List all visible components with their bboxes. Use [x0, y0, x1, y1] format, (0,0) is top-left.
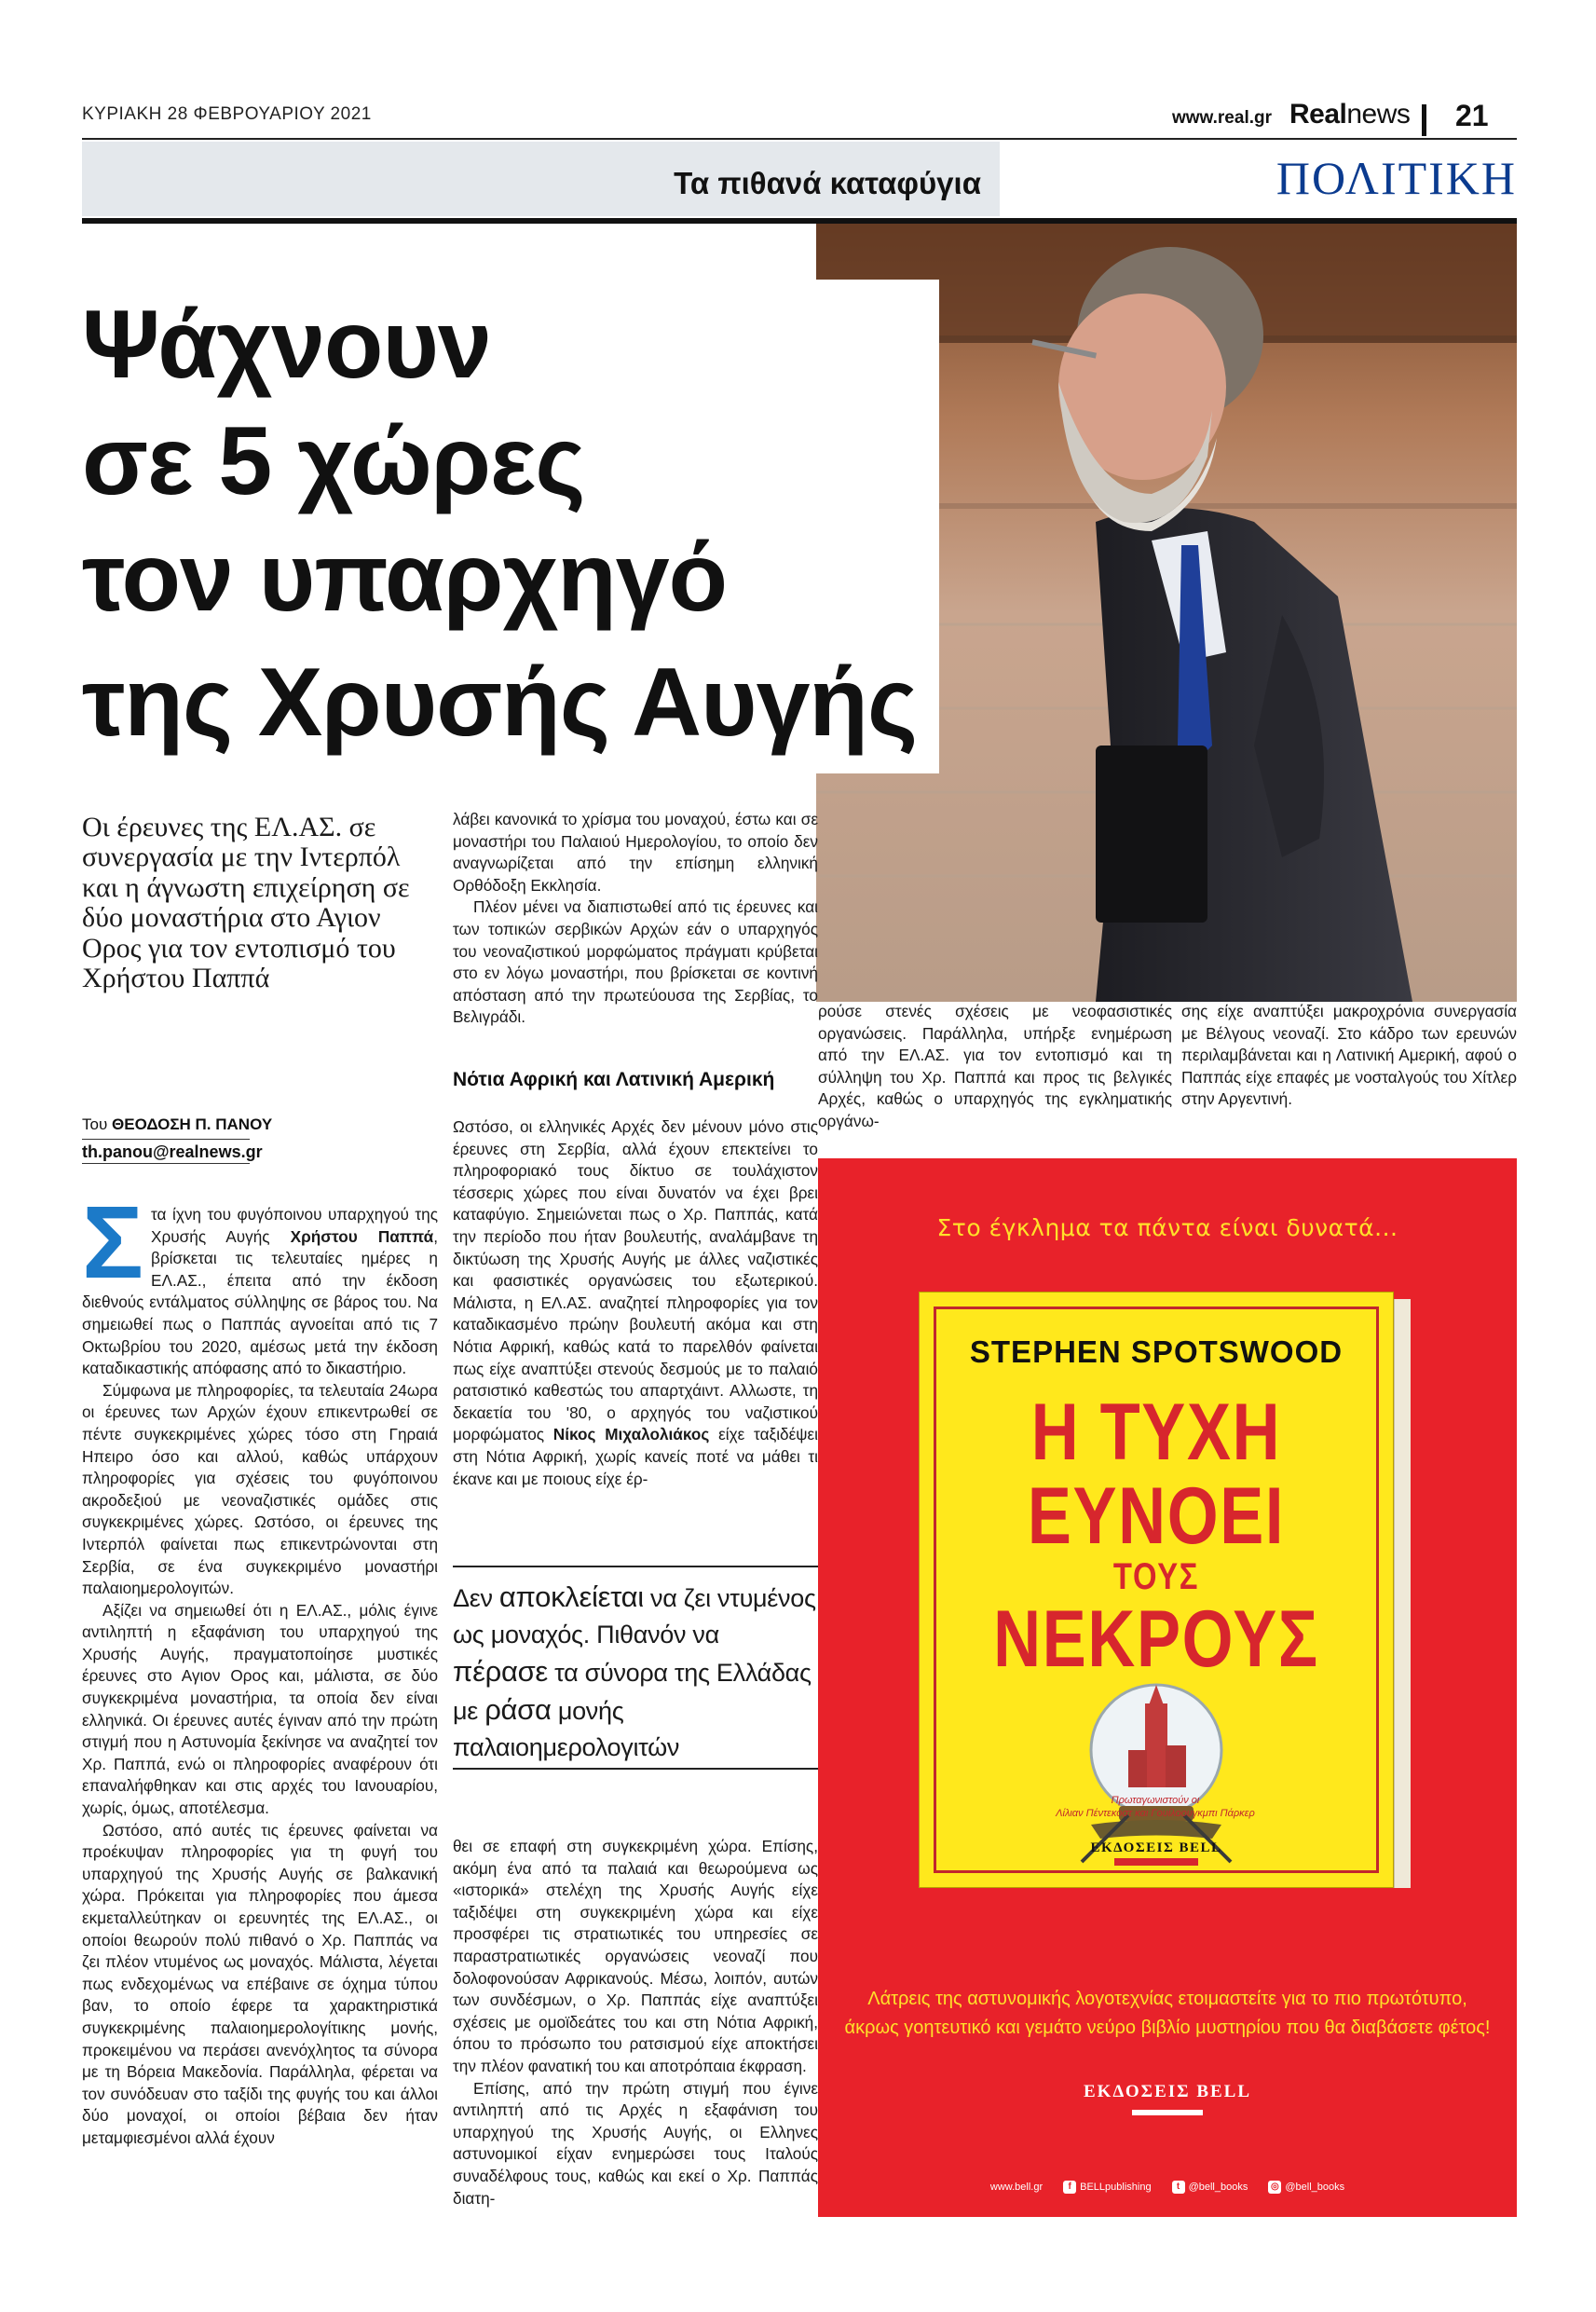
drop-cap: Σ	[82, 1185, 144, 1300]
book-pages-edge	[1394, 1299, 1411, 1888]
issue-date: ΚΥΡΙΑΚΗ 28 ΦΕΒΡΟΥΑΡΙΟΥ 2021	[82, 104, 372, 124]
paragraph-text: , βρίσκεται τις τελευταίες ημέρες η ΕΛ.ΑΣ., έπειτα από την έκδοση διεθνούς εντάλματος σύλληψης σε βάρος του. Να σημειωθεί πως ο Παππάς αγνοείται από τις 7 Οκτωβρίου του 2020, αμέσως μετά την έκδοση καταδικαστικής απόφασης από το δικαστήριο.	[82, 1226, 438, 1378]
book-title-line-1: Η ΤΥΧΗ	[1030, 1388, 1282, 1477]
book-publisher-bar	[1114, 1858, 1198, 1866]
site-url[interactable]: www.real.gr	[1172, 108, 1272, 128]
twitter-text: @bell_books	[1188, 2182, 1248, 2193]
paragraph: Πλέον μένει να διαπιστωθεί από τις έρευνες και των τοπικών σερβικών Αρχών εάν ο υπαρχηγός του νεοναζιστικού μορφώματος πράγματι κρύβεται στο εν λόγω μοναστήρι, που βρίσκεται σε κοντινή απόσταση από την πρωτεύουσα της Σερβίας, το Βελιγράδι.	[453, 897, 818, 1027]
body-column-3	[818, 1001, 1172, 1133]
paragraph: ρούσε στενές σχέσεις με νεοφασιστικές οργανώσεις. Παράλληλα, υπήρξε ενημέρωση από την ΕΛ.ΑΣ. για τον εντοπισμό και τη σύλληψη του Χρ. Παππά και προς τις βελγικές Αρχές, καθώς ο υπαρχηγός της εγκληματικής οργάνω-	[818, 1002, 1172, 1130]
body-column-2-mid	[453, 1116, 818, 1490]
facebook-icon: f	[1063, 2181, 1076, 2194]
rubric: Τα πιθανά καταφύγια	[674, 166, 981, 200]
ad-facebook-link[interactable]	[1063, 2181, 1151, 2194]
ad-tagline: Στο έγκλημα τα πάντα είναι δυνατά...	[936, 1214, 1398, 1241]
body-column-1	[82, 1185, 438, 2150]
section-title: ΠΟΛΙΤΙΚΗ	[1275, 152, 1517, 204]
author-email[interactable]: th.panou@realnews.gr	[82, 1142, 263, 1161]
paragraph: λάβει κανονικά το χρίσμα του μοναχού, έστω και σε μοναστήρι του Παλαιού Ημερολογίου, το οποίο δεν αναγνωρίζεται από την επίσημη ελληνική Ορθόδοξη Εκκλησία.	[453, 810, 818, 895]
blurb-line: Λάτρεις της αστυνομικής λογοτεχνίας ετοιμαστείτε για το πιο πρωτότυπο,	[867, 1989, 1467, 2009]
headline-line-4: της Χρυσής Αυγής	[82, 649, 918, 757]
name-highlight: Νίκος Μιχαλολιάκος	[552, 1425, 710, 1444]
book-title-line-4: ΝΕΚΡΟΥΣ	[993, 1594, 1319, 1684]
foreword-line: Λίλιαν Πέντεκοστ και Γουίλοουγκμπι Πάρκερ	[1056, 1808, 1255, 1819]
pullquote-text: Δεν	[453, 1584, 499, 1612]
pullquote	[453, 1579, 818, 1766]
pullquote-text: να ζει ντυμένος ως μοναχός. Πιθανόν να	[453, 1584, 816, 1648]
brand-logo	[1289, 99, 1410, 130]
paragraph: σης είχε αναπτύξει μακροχρόνια συνεργασία με Βέλγους νεοναζί. Στο κάδρο των ερευνών περιλαμβάνεται και η Λατινική Αμερική, αφού ο Παππάς είχε επαφές με νοσταλγούς του Χίτλερ στην Αργεντινή.	[1181, 1002, 1517, 1109]
headline-line-3: τον υπαρχηγό	[82, 524, 728, 632]
ad-blurb	[818, 1985, 1517, 2043]
ad-twitter-link[interactable]	[1172, 2181, 1248, 2194]
twitter-icon: t	[1172, 2181, 1185, 2194]
paragraph: Ωστόσο, από αυτές τις έρευνες φαίνεται να προέκυψαν πληροφορίες για τη φυγή του υπαρχηγού της Χρυσής Αυγής σε βαλκανική χώρα. Πρόκειται για πληροφορίες που άμεσα εκμεταλλεύτηκαν οι ερευνητές της ΕΛ.ΑΣ., οι οποίοι θεωρούν πολύ πιθανό ο Χρ. Παππάς να ζει πλέον ντυμένος ως μοναχός. Μάλιστα, λέγεται πως ενδεχομένως να επέβαινε σε όχημα τύπου βαν, το οποίο έφερε τα χαρακτηριστικά συγκεκριμένης παλαιοημερολογίτικης μονής, προκειμένου να περάσει ανενόχλητος τα σύνορα με τη Βόρεια Μακεδονία. Παράλληλα, φέρεται να τον συνόδευαν στο ταξίδι της φυγής του και άλλοι δύο μοναχοί, οι οποίοι βέβαια δεν ήταν μεταμφιεσμένοι αλλά έχουν	[82, 1820, 438, 2147]
paragraph: Επίσης, από την πρώτη στιγμή που έγινε αντιληπτή από τις Αρχές η εξαφάνιση του υπαρχηγού της Χρυσής Αυγής, οι Ελληνες αστυνομικοί είχαν ενημερώσει τους Ιταλούς συναδέλφους τους, καθώς και εκεί ο Χρ. Παππάς διατη-	[453, 2078, 818, 2208]
pullquote-emphasis: ράσα	[484, 1693, 552, 1726]
book-foreword	[1016, 1794, 1295, 1820]
foreword-line: Πρωταγωνιστούν οι	[1111, 1795, 1200, 1806]
byline	[82, 1115, 272, 1134]
paragraph-text: τα ίχνη του φυγόποινου υπαρχηγού της Χρυσής Αυγής	[151, 1205, 438, 1246]
facebook-text: BELLpublishing	[1080, 2182, 1152, 2193]
brand-light: news	[1346, 99, 1411, 130]
byline-name: ΘΕΟΔΟΣΗ Π. ΠΑΝΟΥ	[112, 1115, 273, 1133]
ad-publisher: ΕΚΔΟΣΕΙΣ BELL	[1083, 2082, 1252, 2101]
brand-divider	[1422, 104, 1426, 136]
byline-prefix: Του	[82, 1115, 108, 1133]
name-highlight: Χρήστου Παππά	[290, 1226, 434, 1246]
book-title-line-3: ΤΟΥΣ	[1112, 1556, 1200, 1597]
headline-line-1: Ψάχνουν	[82, 291, 491, 399]
ad-web-link[interactable]	[990, 2181, 1043, 2194]
lede: Οι έρευνες της ΕΛ.ΑΣ. σε συνεργασία με την Ιντερπόλ και η άγνωστη επιχείρηση σε δύο μοναστήρια στο Αγιον Ορος για τον εντοπισμό του Χρήστου Παππά	[82, 812, 410, 993]
book-title-line-2: ΕΥΝΟΕΙ	[1027, 1471, 1286, 1561]
paragraph: θει σε επαφή στη συγκεκριμένη χώρα. Επίσης, ακόμη ένα από τα παλαιά και θεωρούμενα ως «ιστορικά» στελέχη της Χρυσής Αυγής είχε ταξιδέψει στη συγκεκριμένη χώρα και είχε προσφέρει τις στρατιωτικές του υπηρεσίες σε παραστρατιωτικές οργανώσεις νεοναζί που δολοφονούσαν Αφρικανούς. Μέσω, λοιπόν, αυτών των συνδέσμων, ο Χρ. Παππάς είχε αναπτύξει σχέσεις με ομοϊδεάτες του και στη Νότια Αφρική, όπου το πρόσωπο του ρατσισμού είχε αποκτήσει την πλέον φανατική του και αποτρόπαια έκφραση.	[453, 1837, 818, 2075]
body-column-2-bottom	[453, 1836, 818, 2209]
instagram-text: @bell_books	[1285, 2182, 1345, 2193]
email-rule	[82, 1163, 250, 1164]
page-number: 21	[1455, 99, 1489, 132]
brand-bold: Real	[1289, 99, 1347, 130]
paragraph-text: Ωστόσο, οι ελληνικές Αρχές δεν μένουν μόνο στις έρευνες στη Σερβία, αλλά έχουν επεκτείνει το πληροφοριακό τους δίκτυο σε τουλάχιστον τέσσερις χώρες που είναι δυνατόν να έχει βρει καταφύγιο. Σημειώνεται πως ο Χρ. Παππάς, κατά την περίοδο που ήταν βουλευτής, αναλάμβανε τη δικτύωση της Χρυσής Αυγής με άλλες ναζιστικές και φασιστικές οργανώσεις του εξωτερικού. Μάλιστα, η ΕΛ.ΑΣ. αναζητεί πληροφορίες για τον καταδικασμένο πρώην βουλευτή ακόμα και στη Νότια Αφρική, καθώς κατά το παρελθόν φαίνεται πως είχε αναπτύξει στενούς δεσμούς με το παλαιό ρατσιστικό καθεστώς του απαρτχάιντ. Αλλωστε, τη δεκαετία του '80, ο αρχηγός του ναζιστικού μορφώματος	[453, 1117, 818, 1444]
ad-footer	[818, 2181, 1517, 2194]
paragraph: Σύμφωνα με πληροφορίες, τα τελευταία 24ωρα οι έρευνες των Αρχών έχουν επικεντρωθεί σε πέντε συγκεκριμένες χώρες τόσο στη Γηραιά Ηπειρο όσο και αλλού, καθώς υπάρχουν πληροφορίες για σχέσεις του φυγόποινου ακροδεξιού με νεοναζιστικές ομάδες στις συγκεκριμένες χώρες. Ωστόσο, οι έρευνες της Ιντερπόλ φαίνεται πως επικεντρώνονται στη Σερβία, σε ένα συγκεκριμένο μοναστήρι παλαιοημερολογιτών.	[82, 1380, 438, 1598]
pullquote-rule-bottom	[453, 1768, 818, 1770]
ad-publisher-bar	[1132, 2110, 1203, 2115]
body-column-4	[1181, 1001, 1517, 1111]
header-rule	[82, 138, 1517, 140]
pullquote-emphasis: πέρασε	[453, 1655, 548, 1688]
book-publisher: ΕΚΔΟΣΕΙΣ BELL	[1090, 1840, 1222, 1855]
pullquote-text: τα σύνορα της Ελλάδας με	[453, 1659, 812, 1725]
blurb-line: άκρως γοητευτικό και γεμάτο νεύρο βιβλίο μυστηρίου που θα διαβάσετε φέτος!	[844, 2018, 1491, 2038]
book-author: STEPHEN SPOTSWOOD	[969, 1334, 1344, 1369]
body-column-2-top	[453, 809, 818, 1029]
ad-instagram-link[interactable]	[1268, 2181, 1344, 2194]
instagram-icon: ◎	[1268, 2181, 1281, 2194]
headline-line-2: σε 5 χώρες	[82, 407, 585, 515]
pullquote-emphasis: αποκλείεται	[498, 1580, 644, 1613]
paragraph-text: είχε ταξιδέψει στη Νότια Αφρική, χωρίς κανείς ποτέ να μάθει τι έκανε και με ποιους είχε έρ-	[453, 1425, 818, 1488]
pullquote-text: μονής παλαιοημερολογιτών	[453, 1697, 680, 1761]
web-text: www.bell.gr	[989, 2182, 1044, 2193]
byline-rule	[82, 1139, 250, 1140]
subheading: Νότια Αφρική και Λατινική Αμερική	[453, 1069, 775, 1090]
pullquote-rule-top	[453, 1566, 818, 1567]
paragraph: Αξίζει να σημειωθεί ότι η ΕΛ.ΑΣ., μόλις έγινε αντιληπτή η εξαφάνιση του υπαρχηγού της Χρυσής Αυγής, πραγματοποίησε μυστικές έρευνες στο Αγιον Ορος και, μάλιστα, σε δύο συγκεκριμένα μοναστήρια, τα οποία δεν είναι ελληνικά. Οι έρευνες αυτές έγιναν από την πρώτη στιγμή που η Αστυνομία ξεκίνησε να αναζητεί τον Χρ. Παππά, ενώ οι πληροφορίες αναφέρουν ότι επαναλήφθηκαν και στις αρχές του Ιανουαρίου, χωρίς, όμως, αποτέλεσμα.	[82, 1600, 438, 1818]
